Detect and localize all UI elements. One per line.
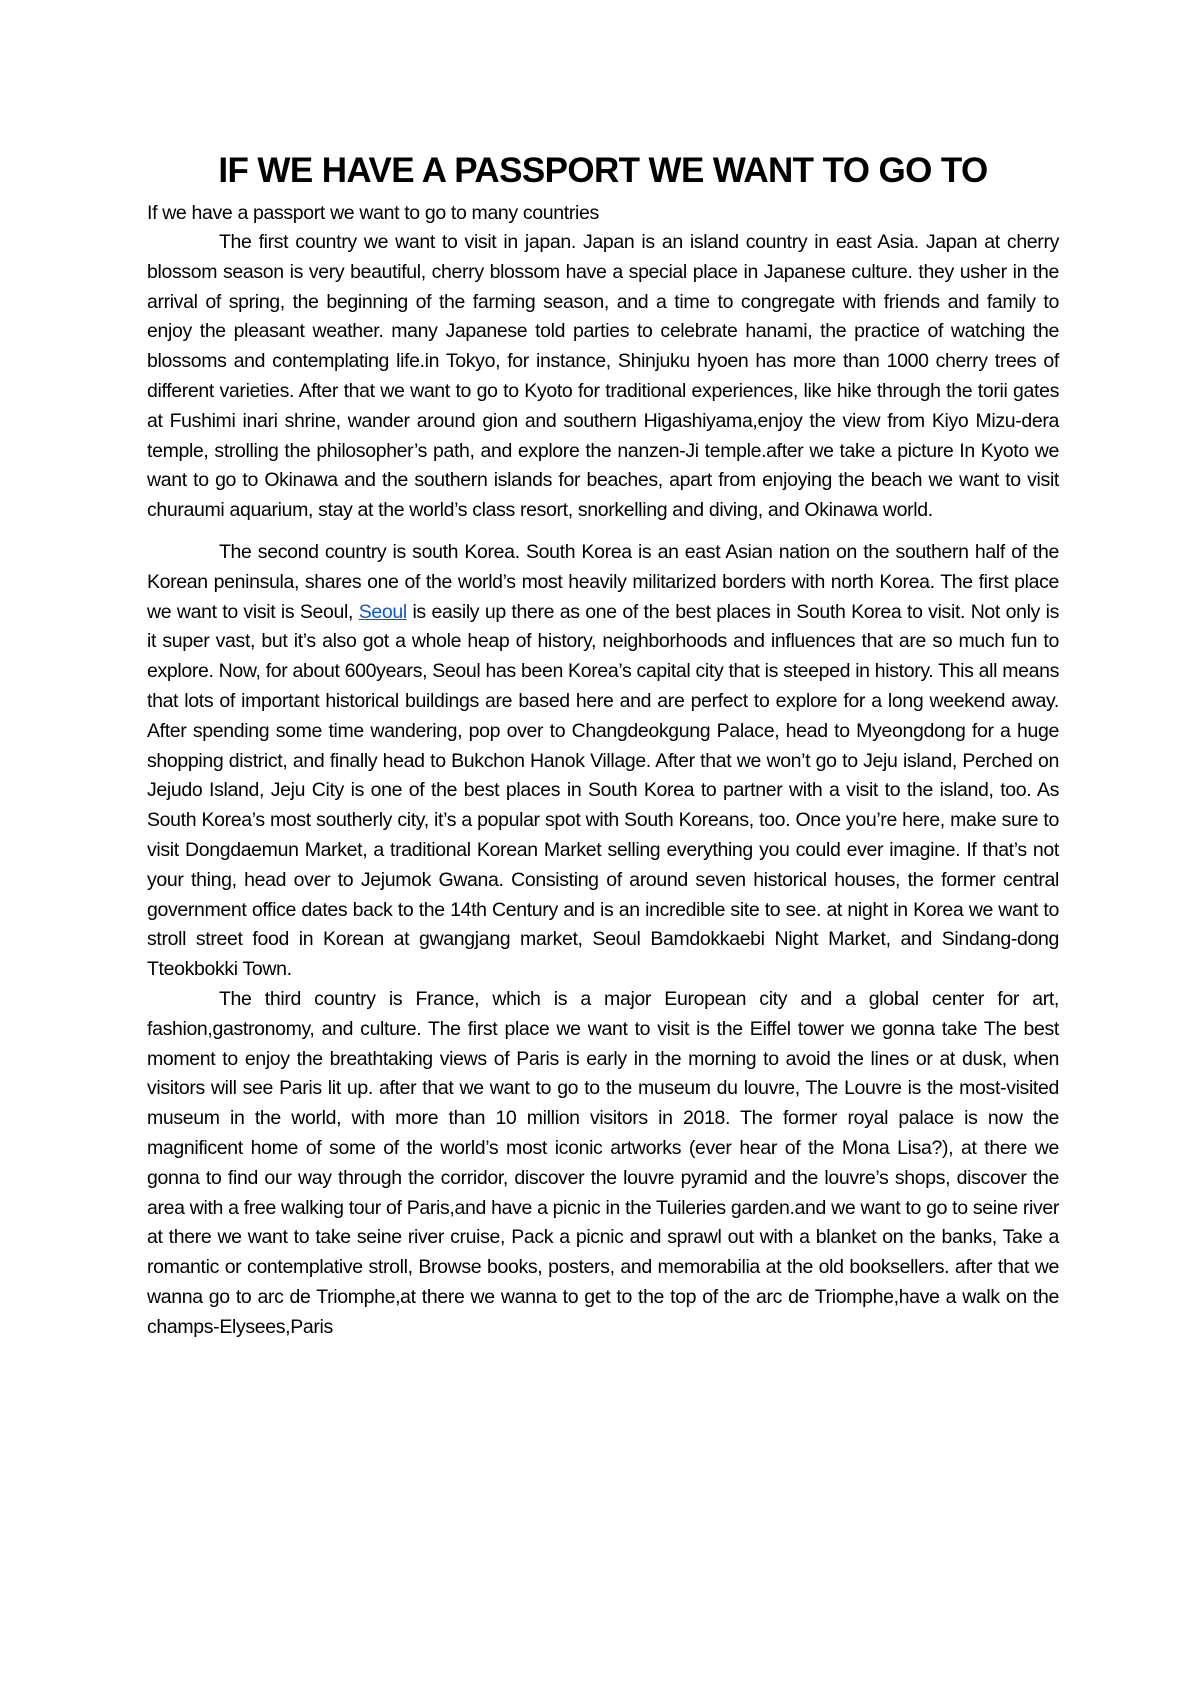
- paragraph-korea-text-end: is easily up there as one of the best places in South Korea to visit. Not only is it super vast, but it’s also got a whole heap of history, neighborhoods and influences that are so much fun to explore. Now, for about 600years, Seoul has been Korea’s capital city that is steeped in history. This all means that lots of important historical buildings are based here and are perfect to explore for a long weekend away. After spending some time wandering, pop over to Changdeokgung Palace, head to Myeongdong for a huge shopping district, and finally head to Bukchon Hanok Village. After that we won’t go to Jeju island, Perched on Jejudo Island, Jeju City is one of the best places in South Korea to partner with a visit to the island, too. As South Korea’s most southerly city, it’s a popular spot with South Koreans, too. Once you’re here, make sure to visit Dongdaemun Market, a traditional Korean Market selling everything you could ever imagine. If that’s not your thing, head over to Jejumok Gwana. Consisting of around seven historical houses, the former central government office dates back to the 14th Century and is an incredible site to see. at night in Korea we want to stroll street food in Korean at gwangjang market, Seoul Bamdokkaebi Night Market, and Sindang-dong Tteokbokki Town.: [147, 600, 1059, 981]
- paragraph-japan: The first country we want to visit in japan. Japan is an island country in east Asia. Japan at cherry blossom season is very beautiful, cherry blossom have a special place in Japanese culture. they usher in the arrival of spring, the beginning of the farming season, and a time to congregate with friends and family to enjoy the pleasant weather. many Japanese told parties to celebrate hanami, the practice of watching the blossoms and contemplating life.in Tokyo, for instance, Shinjuku hyoen has more than 1000 cherry trees of different varieties. After that we want to go to Kyoto for traditional experiences, like hike through the torii gates at Fushimi inari shrine, wander around gion and southern Higashiyama,enjoy the view from Kiyo Mizu-dera temple, strolling the philosopher’s path, and explore the nanzen-Ji temple.after we take a picture In Kyoto we want to go to Okinawa and the southern islands for beaches, apart from enjoying the beach we want to visit churaumi aquarium, stay at the world’s class resort, snorkelling and diving, and Okinawa world.: [147, 231, 1059, 522]
- document-page: [147, 150, 1059, 1342]
- document-title: IF WE HAVE A PASSPORT WE WANT TO GO TO: [218, 151, 988, 190]
- intro-line: If we have a passport we want to go to many countries: [147, 202, 599, 224]
- paragraph-korea: [147, 538, 1059, 985]
- paragraph-korea-text-start: The second country is south Korea. South Korea is an east Asian nation on the southern half of the Korean peninsula, shares one of the world’s most heavily militarized borders with north Korea. The first place we want to visit is Seoul,: [147, 540, 1059, 623]
- paragraph-france: The third country is France, which is a major European city and a global center for art, fashion,gastronomy, and culture. The first place we want to visit is the Eiffel tower we gonna take The best moment to enjoy the breathtaking views of Paris is early in the morning to avoid the lines or at dusk, when visitors will see Paris lit up. after that we want to go to the museum du louvre, The Louvre is the most-visited museum in the world, with more than 10 million visitors in 2018. The former royal palace is now the magnificent home of some of the world’s most iconic artworks (ever hear of the Mona Lisa?), at there we gonna to find our way through the corridor, discover the louvre pyramid and the louvre’s shops, discover the area with a free walking tour of Paris,and have a picnic in the Tuileries garden.and we want to go to seine river at there we want to take seine river cruise, Pack a picnic and sprawl out with a blanket on the banks, Take a romantic or contemplative stroll, Browse books, posters, and memorabilia at the old booksellers. after that we wanna go to arc de Triomphe,at there we wanna to get to the top of the arc de Triomphe,have a walk on the champs-Elysees,Paris: [147, 987, 1059, 1338]
- seoul-link[interactable]: Seoul: [358, 600, 407, 623]
